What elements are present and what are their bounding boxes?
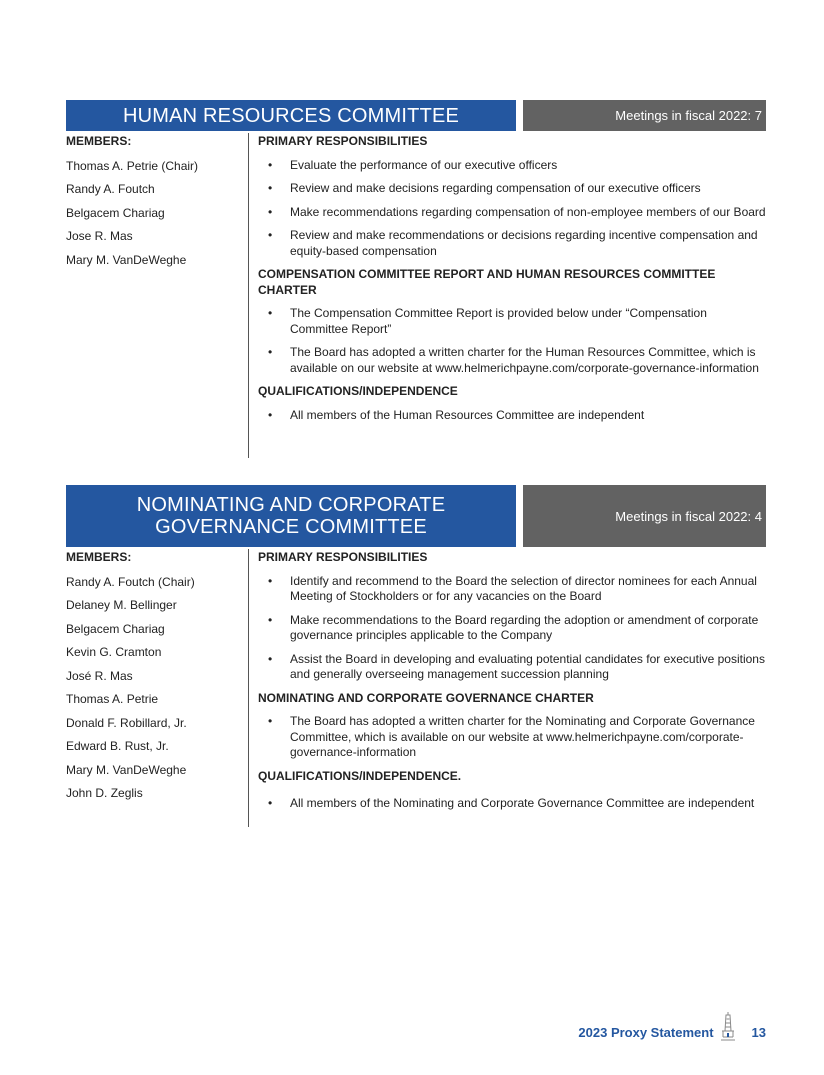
bullet-item: • Review and make decisions regarding compensation of our executive officers xyxy=(258,181,766,197)
bullet-list xyxy=(258,158,766,260)
member: Delaney M. Bellinger xyxy=(66,598,177,612)
responsibilities xyxy=(258,133,766,423)
member: Edward B. Rust, Jr. xyxy=(66,739,169,753)
bullet-item: • The Board has adopted a written charter for the Human Resources Committee, which is available on our website at www.helmerichpayne.com/corporate-governance-information xyxy=(258,345,766,376)
section-heading: PRIMARY RESPONSIBILITIES xyxy=(258,550,428,564)
ncg-committee xyxy=(66,485,766,827)
bullet-item: • Identify and recommend to the Board the selection of director nominees for each Annual Meeting of Stockholders or for any vacancies on the Board xyxy=(258,574,766,605)
member: Randy A. Foutch xyxy=(66,182,155,196)
footer-label: 2023 Proxy Statement xyxy=(578,1024,714,1040)
member: Belgacem Chariag xyxy=(66,621,165,636)
derrick-logo-icon xyxy=(720,1011,736,1043)
bullet-item: • Review and make recommendations or decisions regarding incentive compensation and equity-based compensation xyxy=(258,228,766,259)
bullet-list xyxy=(258,796,766,812)
committee-body xyxy=(66,549,766,827)
members-heading: MEMBERS: xyxy=(66,550,132,564)
bullet-item: • All members of the Nominating and Corporate Governance Committee are independent xyxy=(258,796,766,812)
section-heading: QUALIFICATIONS/INDEPENDENCE xyxy=(258,384,458,398)
member: José R. Mas xyxy=(66,668,133,683)
member: Belgacem Chariag xyxy=(66,205,165,220)
bullet-list xyxy=(258,714,766,761)
member: Kevin G. Cramton xyxy=(66,645,162,659)
member: John D. Zeglis xyxy=(66,786,143,800)
page-footer xyxy=(578,1022,766,1042)
committee-title-line: HUMAN RESOURCES COMMITTEE xyxy=(122,104,460,127)
members-heading: MEMBERS: xyxy=(66,134,132,148)
members-list xyxy=(66,133,248,268)
bullet-item: • All members of the Human Resources Committee are independent xyxy=(258,408,766,424)
column-divider xyxy=(248,549,249,827)
section-heading: NOMINATING AND CORPORATE GOVERNANCE CHARTER xyxy=(258,690,594,705)
hr-committee xyxy=(66,100,766,458)
bullet-item: • The Board has adopted a written charter for the Nominating and Corporate Governance Committee, which is available on our website at www.helmerichpayne.com/corporate-governance-information xyxy=(258,714,766,761)
column-divider xyxy=(248,133,249,458)
member: Jose R. Mas xyxy=(66,229,133,243)
bullet-item: • Make recommendations regarding compensation of non-employee members of our Board xyxy=(258,205,766,221)
bullet-item: • Make recommendations to the Board regarding the adoption or amendment of corporate governance principles applicable to the Company xyxy=(258,613,766,644)
member: Thomas A. Petrie xyxy=(66,692,159,706)
meetings-count: Meetings in fiscal 2022: 7 xyxy=(523,100,766,131)
members-list xyxy=(66,549,248,801)
bullet-item: • The Compensation Committee Report is provided below under “Compensation Committee Report” xyxy=(258,306,766,337)
section-heading: COMPENSATION COMMITTEE REPORT AND HUMAN RESOURCES COMMITTEE CHARTER xyxy=(258,267,716,297)
member: Thomas A. Petrie (Chair) xyxy=(66,158,199,173)
meetings-count: Meetings in fiscal 2022: 4 xyxy=(523,485,766,547)
member: Donald F. Robillard, Jr. xyxy=(66,715,187,730)
page-number: 13 xyxy=(751,1024,766,1040)
committee-header xyxy=(66,485,766,547)
member: Randy A. Foutch (Chair) xyxy=(66,574,195,589)
member: Mary M. VanDeWeghe xyxy=(66,252,187,267)
bullet-list xyxy=(258,306,766,376)
committee-title-line: NOMINATING AND CORPORATE xyxy=(136,494,446,516)
bullet-list xyxy=(258,574,766,683)
bullet-item: • Assist the Board in developing and evaluating potential candidates for executive positions and generally overseeing management succession planning xyxy=(258,652,766,683)
committee-title xyxy=(66,100,516,131)
bullet-item: • Evaluate the performance of our executive officers xyxy=(258,158,766,174)
member: Mary M. VanDeWeghe xyxy=(66,762,187,777)
committee-title xyxy=(66,485,516,547)
committee-body xyxy=(66,133,766,458)
committee-header xyxy=(66,100,766,131)
section-heading: QUALIFICATIONS/INDEPENDENCE. xyxy=(258,768,462,783)
committee-title-line: GOVERNANCE COMMITTEE xyxy=(155,516,427,538)
bullet-list xyxy=(258,408,766,424)
responsibilities xyxy=(258,549,766,812)
section-heading: PRIMARY RESPONSIBILITIES xyxy=(258,134,428,148)
